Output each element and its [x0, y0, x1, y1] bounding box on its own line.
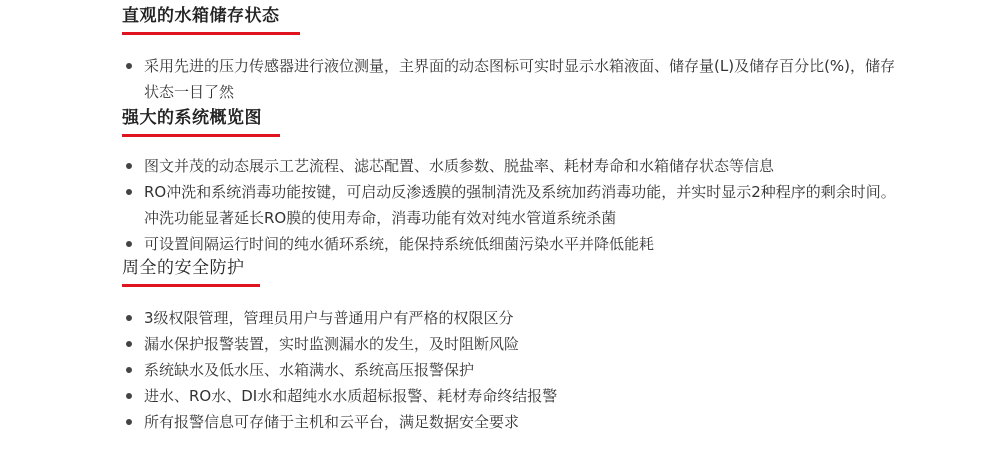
- list-item-text: 系统缺水及低水压、水箱满水、系统高压报警保护: [144, 361, 475, 379]
- section-heading: [122, 257, 245, 285]
- list-item-text: 图文并茂的动态展示工艺流程、滤芯配置、水质参数、脱盐率、耗材寿命和水箱储存状态等信息: [144, 157, 775, 175]
- list-item: [122, 383, 904, 409]
- section-heading: [122, 5, 280, 33]
- bullet-icon: [126, 367, 132, 373]
- section-heading: [122, 107, 262, 135]
- bullet-list: [122, 305, 922, 435]
- bullet-icon: [126, 189, 132, 195]
- bullet-icon: [126, 63, 132, 69]
- list-item-text: 漏水保护报警装置，实时监测漏水的发生，及时阻断风险: [144, 335, 520, 353]
- bullet-icon: [126, 419, 132, 425]
- heading-underline: [122, 32, 300, 35]
- section-tank-status: [122, 0, 922, 105]
- section-title: 强大的系统概览图: [122, 108, 262, 128]
- heading-underline: [122, 284, 260, 287]
- list-item: [122, 231, 904, 257]
- list-item: [122, 357, 904, 383]
- bullet-icon: [126, 393, 132, 399]
- list-item-text: 可设置间隔运行时间的纯水循环系统，能保持系统低细菌污染水平并降低能耗: [144, 235, 655, 253]
- list-item-text: 采用先进的压力传感器进行液位测量，主界面的动态图标可实时显示水箱液面、储存量(L)及储存百分比(%)，储存状态一目了然: [144, 57, 896, 101]
- feature-content: [122, 0, 922, 435]
- bullet-list: [122, 153, 922, 257]
- list-item: [122, 179, 904, 231]
- section-safety-protection: [122, 257, 922, 435]
- list-item: [122, 409, 904, 435]
- bullet-icon: [126, 241, 132, 247]
- bullet-list: [122, 53, 922, 105]
- list-item: [122, 53, 904, 105]
- section-title: 直观的水箱储存状态: [122, 6, 280, 26]
- list-item-text: RO冲洗和系统消毒功能按键，可启动反渗透膜的强制清洗及系统加药消毒功能，并实时显示2种程序的剩余时间。冲洗功能显著延长RO膜的使用寿命，消毒功能有效对纯水管道系统杀菌: [144, 183, 896, 227]
- list-item: [122, 331, 904, 357]
- section-system-overview: [122, 107, 922, 257]
- section-title: 周全的安全防护: [122, 258, 245, 278]
- bullet-icon: [126, 341, 132, 347]
- list-item-text: 进水、RO水、DI水和超纯水水质超标报警、耗材寿命终结报警: [144, 387, 558, 405]
- list-item-text: 3级权限管理，管理员用户与普通用户有严格的权限区分: [144, 309, 514, 327]
- bullet-icon: [126, 315, 132, 321]
- list-item: [122, 153, 904, 179]
- heading-underline: [122, 134, 280, 137]
- list-item-text: 所有报警信息可存储于主机和云平台，满足数据安全要求: [144, 413, 520, 431]
- bullet-icon: [126, 163, 132, 169]
- list-item: [122, 305, 904, 331]
